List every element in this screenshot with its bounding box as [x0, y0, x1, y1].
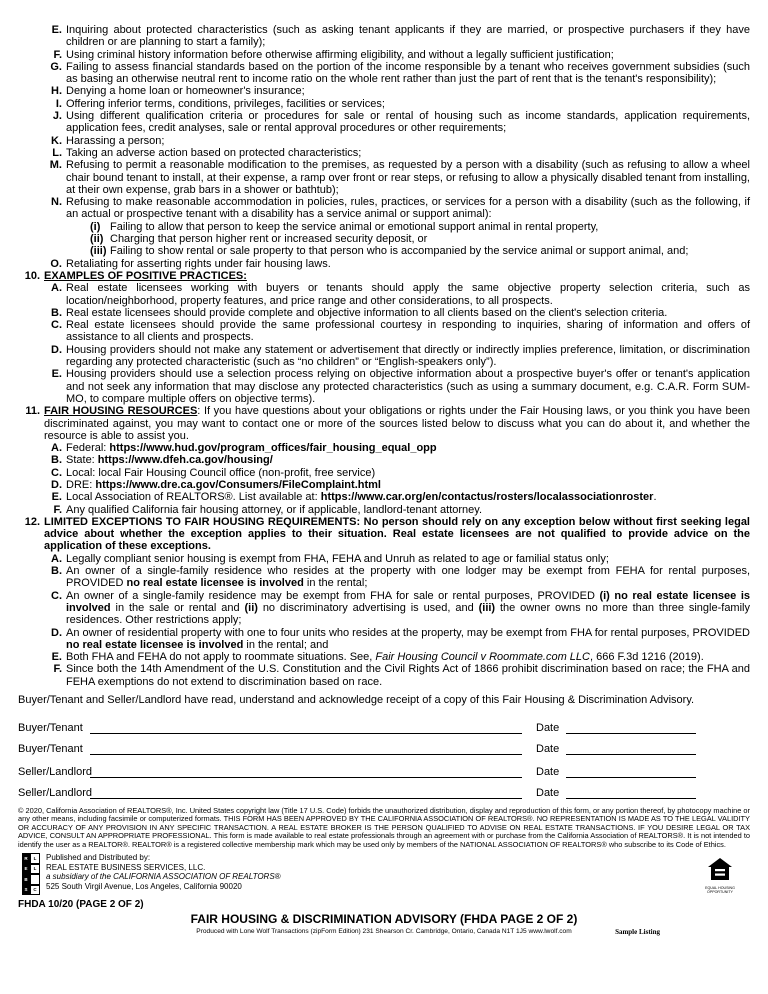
acknowledgement-statement: Buyer/Tenant and Seller/Landlord have read, understand and acknowledge receipt of a copy of this Fair Housing & Discrimination Advisory. [18, 694, 695, 707]
resource-state: B. State: https://www.dfeh.ca.gov/housing/ [51, 454, 273, 467]
form-id: FHDA 10/20 (PAGE 2 OF 2) [18, 899, 144, 911]
roman-item: (iii) Failing to show rental or sale property to that person who is accompanied by the service animal or support animal, and; [90, 245, 689, 258]
list-item: K. Harassing a person; [51, 134, 165, 147]
car-roster-link[interactable]: https://www.car.org/en/contactus/rosters/localassociationroster [320, 491, 654, 504]
exception-item: C. An owner of a single-family residence may be exempt from FHA for sale or rental purposes, PROVIDED (i) no real estate licensee is involved in the sale or rental and (ii) no discriminatory advertising is used, and (iii) the owner owns no more than three single-family residences. Other restrictions apply; [51, 589, 750, 627]
exception-item: F. Since both the 14th Amendment of the U.S. Constitution and the Civil Rights Act of 1866 prohibit discrimination based on race; the FHA and FEHA exemptions do not extend to discrimination based on race. [53, 663, 750, 688]
signature-field[interactable] [90, 742, 522, 755]
list-item: E. Housing providers should use a selection process relying on objective information about a prospective buyer's offer or tenant's application and not seek any information that may disclose any protected characteristics (such as using a summary document, e.g. C.A.R. Form SUM-MO, to compare multiple offers on objective terms). [51, 368, 750, 405]
list-item: A. Real estate licensees working with buyers or tenants should apply the same objective property selection criteria, such as location/neighborhood, property features, and price range and other considerations, to all prospects. [51, 282, 750, 307]
resource-attorney: F. Any qualified California fair housing attorney, or if applicable, landlord-tenant attorney. [53, 503, 483, 516]
list-item: G. Failing to assess financial standards based on the portion of the income responsible by a tenant who receives government subsidies (such as basing an otherwise neutral rent to income ratio on the whole rent rather than just the part of rent that is the tenant's responsibility); [50, 60, 750, 86]
list-item: J. Using different qualification criteria or procedures for sale or rental of housing such as income standards, application requirements, application fees, credit analyses, sale or rental approval procedures or other requirements; [52, 110, 750, 135]
date-field[interactable] [566, 721, 696, 734]
list-item: D. Housing providers should not make any statement or advertisement that directly or indirectly implies preference, limitation, or discrimination regarding any protected characteristic (such as “no children” or “English-speakers only”). [51, 343, 750, 369]
signature-row: Seller/Landlord Date [18, 759, 750, 778]
roman-item: (ii) Charging that person higher rent or increased security deposit, or [90, 233, 428, 246]
signature-field[interactable] [90, 721, 522, 734]
signature-field[interactable] [90, 765, 522, 778]
publisher-block [18, 853, 750, 895]
date-field[interactable] [566, 742, 696, 755]
prohibited-practices-list [18, 24, 750, 221]
list-item: B. Real estate licensees should provide complete and objective information to all clients based on the client's selection criteria. [51, 306, 668, 319]
list-item: H. Denying a home loan or homeowner's insurance; [51, 85, 305, 98]
list-item: E. Inquiring about protected characteristics (such as asking tenant applicants if they are married, or prospective purchasers if they have children or are planning to start a family); [51, 24, 750, 49]
roman-item: (i) Failing to allow that person to keep the service animal or emotional support animal in rental property, [90, 220, 599, 233]
section-10-heading: 10. EXAMPLES OF POSITIVE PRACTICES: [24, 269, 247, 282]
exception-item: B. An owner of a single-family residence who resides at the property with one lodger may be exempt from FEHA for rental purposes, PROVIDED no real estate licensee is involved in the rental; [51, 565, 750, 590]
copyright-notice: © 2020, California Association of REALTORS®, Inc. United States copyright law (Title 17 U.S. Code) forbids the unauthorized distribution, display and reproduction of this form, or any portion thereof, by photocopy machine or any other means, including facsimile or computerized formats. THIS FORM HAS BEEN APPROVED BY THE CALIFORNIA ASSOCIATION OF REALTORS®. NO REPRESENTATION IS MADE AS TO THE LEGAL VALIDITY OR ACCURACY OF ANY PROVISION IN ANY SPECIFIC TRANSACTION. A REAL ESTATE BROKER IS THE PERSON QUALIFIED TO ADVISE ON REAL ESTATE TRANSACTIONS. IF YOU DESIRE LEGAL OR TAX ADVICE, CONSULT AN APPROPRIATE PROFESSIONAL. This form is made available to real estate professionals through an agreement with or purchase from the California Association of REALTORS®. It is not intended to identify the user as a REALTOR®. REALTOR® is a registered collective membership mark which may be used only by members of the NATIONAL ASSOCIATION OF REALTORS® who subscribe to its Code of Ethics. [18, 806, 750, 849]
list-item: I. Offering inferior terms, conditions, privileges, facilities or services; [55, 97, 385, 110]
list-item: M. Refusing to permit a reasonable modification to the premises, as requested by a person with a disability (such as refusing to allow a wheel chair bound tenant to install, at their expense, a ramp over front or rear steps, or refusing to allow a physically disabled tenant from installing, at their own expense, grab bars in a shower or bathtub); [49, 159, 750, 196]
section-11: 11. FAIR HOUSING RESOURCES: If you have questions about your obligations or rights under the Fair Housing laws, or you think you have been discriminated against, you may want to contact one or more of the sources listed below to discuss what you can do about it, and whether the resource is able to assist you. [25, 405, 750, 442]
exception-item: E. Both FHA and FEHA do not apply to roommate situations. See, Fair Housing Council v Roommate.com LLC, 666 F.3d 1216 (2019). [51, 651, 704, 664]
rebs-logo-icon: R L E L B S C [22, 853, 40, 895]
list-item: F. Using criminal history information before otherwise affirming eligibility, and without a legally sufficient justification; [53, 48, 614, 61]
section-11-title: FAIR HOUSING RESOURCES [44, 405, 198, 418]
exception-item: D. An owner of residential property with one to four units who resides at the property, may be exempt from FHA for rental purposes, PROVIDED no real estate licensee is involved in the rental; and [51, 626, 750, 651]
house-icon [707, 857, 733, 881]
produced-by-line: Produced with Lone Wolf Transactions (zipForm Edition) 231 Shearson Cr. Cambridge, Ontario, Canada N1T 1J5 www.lwolf.com Sample Listing [196, 928, 660, 937]
publisher-text: Published and Distributed by: REAL ESTATE BUSINESS SERVICES, LLC. a subsidiary of the CALIFORNIA ASSOCIATION OF REALTORS® 525 South Virgil Avenue, Los Angeles, California 90020 [46, 853, 281, 891]
date-field[interactable] [566, 765, 696, 778]
signature-row: Seller/Landlord Date [18, 780, 750, 799]
signature-block [18, 715, 750, 799]
resource-federal: A. Federal: https://www.hud.gov/program_offices/fair_housing_equal_opp [51, 442, 437, 455]
resource-local: C. Local: local Fair Housing Council office (non-profit, free service) [51, 466, 376, 479]
date-field[interactable] [566, 786, 696, 799]
sample-listing-label: Sample Listing [615, 928, 660, 937]
list-item: O. Retaliating for asserting rights under fair housing laws. [50, 257, 331, 270]
list-item: C. Real estate licensees should provide the same professional courtesy in responding to inquiries, sharing of information and offers of assistance to all clients and prospects. [51, 319, 750, 344]
dfeh-link[interactable]: https://www.dfeh.ca.gov/housing/ [97, 454, 273, 467]
positive-practices-list [18, 282, 750, 405]
resource-dre: D. DRE: https://www.dre.ca.gov/Consumers/FileComplaint.html [51, 478, 381, 491]
signature-field[interactable] [90, 786, 522, 799]
dre-link[interactable]: https://www.dre.ca.gov/Consumers/FileComplaint.html [95, 478, 381, 491]
exception-item: A. Legally compliant senior housing is exempt from FHA, FEHA and Unruh as related to age or familial status only; [51, 552, 609, 565]
signature-row: Buyer/Tenant Date [18, 736, 750, 755]
list-item: N. Refusing to make reasonable accommodation in policies, rules, practices, or services for a person with a disability (such as the following, if an actual or prospective tenant with a disability has a service animal or support animal): [51, 196, 750, 221]
signature-row: Buyer/Tenant Date [18, 715, 750, 734]
equal-housing-opportunity-icon: EQUAL HOUSING OPPORTUNITY [700, 857, 740, 894]
list-item: L. Taking an adverse action based on protected characteristics; [52, 146, 362, 159]
footer-title: FAIR HOUSING & DISCRIMINATION ADVISORY (FHDA PAGE 2 OF 2) [190, 912, 578, 927]
hud-link[interactable]: https://www.hud.gov/program_offices/fair_housing_equal_opp [109, 442, 437, 455]
section-12-heading: 12. LIMITED EXCEPTIONS TO FAIR HOUSING REQUIREMENTS: No person should rely on any exception below without first seeking legal advice about whether the exception applies to their situation. Real estate licensees are not qualified to provide advice on the application of these exceptions. [24, 515, 750, 553]
resource-realtors: E. Local Association of REALTORS®. List available at: https://www.car.org/en/contactus/rosters/localassociationroster. [51, 491, 657, 504]
roman-subitems [18, 221, 750, 258]
